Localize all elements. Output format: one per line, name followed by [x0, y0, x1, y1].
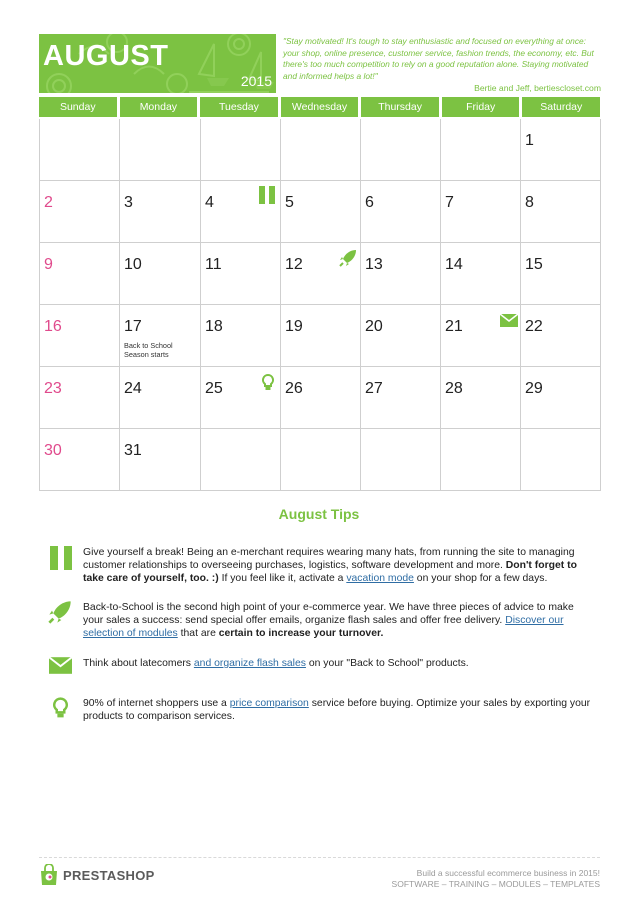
- pause-icon: [259, 186, 275, 209]
- calendar-day-15: [521, 243, 601, 305]
- day-number: 22: [525, 318, 543, 335]
- day-number: 2: [44, 194, 53, 211]
- month-title: AUGUST: [43, 40, 169, 72]
- logo-text: PRESTASHOP: [63, 867, 155, 883]
- calendar-day-14: [441, 243, 521, 305]
- calendar-day-29: [521, 367, 601, 429]
- rocket-icon: [48, 600, 72, 629]
- tip-bold-text: certain to increase your turnover.: [218, 628, 384, 639]
- tip-text: that are: [177, 628, 219, 639]
- day-number: 18: [205, 318, 223, 335]
- day-number: 8: [525, 194, 534, 211]
- day-number: 27: [365, 380, 383, 397]
- modules-selection-link[interactable]: Discover our selection of modules: [83, 615, 564, 639]
- calendar-empty-cell: [281, 429, 361, 491]
- envelope-icon: [49, 657, 72, 679]
- prestashop-logo: [39, 864, 155, 886]
- calendar-empty-cell: [361, 429, 441, 491]
- calendar-day-5: [281, 181, 361, 243]
- calendar-day-10: [120, 243, 201, 305]
- calendar-day-28: [441, 367, 521, 429]
- footer-divider: [39, 857, 600, 858]
- weekday-saturday: Saturday: [522, 97, 600, 117]
- calendar-day-23: [40, 367, 120, 429]
- envelope-icon: [500, 314, 518, 332]
- calendar-empty-cell: [281, 119, 361, 181]
- calendar-day-26: [281, 367, 361, 429]
- calendar-day-1: [521, 119, 601, 181]
- quote-author: Bertie and Jeff, bertiescloset.com: [474, 83, 601, 93]
- calendar-empty-cell: [40, 119, 120, 181]
- day-number: 25: [205, 380, 223, 397]
- calendar-day-8: [521, 181, 601, 243]
- day-number: 11: [205, 256, 222, 273]
- calendar-day-18: [201, 305, 281, 367]
- day-number: 9: [44, 256, 53, 273]
- weekday-friday: Friday: [442, 97, 520, 117]
- tip-text: Think about latecomers: [83, 658, 194, 669]
- day-number: 28: [445, 380, 463, 397]
- tip-text: Back-to-School is the second high point of your e-commerce year. We have three pieces of advice to make your sales a success: send special offer emails, organize flash sales and offer free delivery.: [83, 602, 574, 626]
- day-number: 6: [365, 194, 374, 211]
- day-number: 26: [285, 380, 303, 397]
- month-banner: [39, 34, 276, 93]
- day-number: 30: [44, 442, 62, 459]
- calendar-day-11: [201, 243, 281, 305]
- day-number: 1: [525, 132, 534, 149]
- day-number: 13: [365, 256, 383, 273]
- calendar-day-13: [361, 243, 441, 305]
- calendar-day-6: [361, 181, 441, 243]
- weekday-wednesday: Wednesday: [281, 97, 359, 117]
- day-number: 23: [44, 380, 62, 397]
- day-number: 14: [445, 256, 463, 273]
- calendar-empty-cell: [521, 429, 601, 491]
- calendar-day-27: [361, 367, 441, 429]
- calendar-empty-cell: [201, 429, 281, 491]
- calendar-day-20: [361, 305, 441, 367]
- calendar-empty-cell: [361, 119, 441, 181]
- tip-back-to-school: [83, 601, 593, 640]
- weekday-sunday: Sunday: [39, 97, 117, 117]
- day-number: 3: [124, 194, 133, 211]
- weekday-tuesday: Tuesday: [200, 97, 278, 117]
- day-number: 31: [124, 442, 142, 459]
- weekday-monday: Monday: [120, 97, 198, 117]
- day-number: 16: [44, 318, 62, 335]
- calendar-empty-cell: [201, 119, 281, 181]
- day-number: 10: [124, 256, 142, 273]
- price-comparison-link[interactable]: price comparison: [229, 698, 309, 709]
- calendar-day-17: [120, 305, 201, 367]
- calendar-day-19: [281, 305, 361, 367]
- footer-line-2: SOFTWARE – TRAINING – MODULES – TEMPLATES: [391, 879, 600, 889]
- vacation-mode-link[interactable]: vacation mode: [346, 573, 414, 584]
- day-number: 15: [525, 256, 543, 273]
- calendar-day-24: [120, 367, 201, 429]
- lightbulb-icon: [262, 374, 274, 396]
- day-number: 12: [285, 256, 303, 273]
- day-number: 17: [124, 318, 142, 335]
- pause-icon: [50, 546, 72, 575]
- calendar-day-22: [521, 305, 601, 367]
- calendar-empty-cell: [441, 429, 521, 491]
- day-number: 29: [525, 380, 543, 397]
- calendar-day-2: [40, 181, 120, 243]
- day-number: 21: [445, 318, 463, 335]
- day-number: 19: [285, 318, 303, 335]
- year-label: 2015: [240, 73, 272, 89]
- calendar-day-9: [40, 243, 120, 305]
- calendar-empty-cell: [120, 119, 201, 181]
- rocket-icon: [339, 249, 357, 272]
- calendar-day-7: [441, 181, 521, 243]
- tip-text: If you feel like it, activate a: [218, 573, 347, 584]
- weekday-header-row: [39, 97, 600, 117]
- tip-text: on your shop for a few days.: [413, 573, 548, 584]
- footer-line-1: Build a successful ecommerce business in 2015!: [416, 868, 600, 878]
- calendar-day-30: [40, 429, 120, 491]
- tip-text: service before buying. Optimize your sales by exporting your products to comparison services.: [83, 698, 591, 722]
- weekday-thursday: Thursday: [361, 97, 439, 117]
- calendar-day-31: [120, 429, 201, 491]
- tip-text: 90% of internet shoppers use a: [83, 698, 230, 709]
- tip-take-a-break: [83, 546, 593, 585]
- tip-latecomers: [83, 657, 593, 670]
- day-number: 4: [205, 194, 214, 211]
- header-quote: "Stay motivated! It's tough to stay enthusiastic and focused on everything at once: your shop, online presence, customer service, fashion trends, the economy, etc. But there's too much competition to rely on a good reputation alone. Staying motivated and informed helps a lot!": [283, 36, 594, 81]
- tip-bold-text: Don't forget to take care of yourself, too. :): [83, 560, 577, 584]
- day-number: 24: [124, 380, 142, 397]
- calendar-day-3: [120, 181, 201, 243]
- flash-sales-link[interactable]: and organize flash sales: [193, 658, 306, 669]
- calendar-empty-cell: [441, 119, 521, 181]
- day-number: 7: [445, 194, 454, 211]
- tips-title: August Tips: [278, 506, 360, 522]
- calendar-grid: [39, 119, 601, 491]
- day-number: 5: [285, 194, 294, 211]
- tip-price-comparison: [83, 697, 593, 723]
- lightbulb-icon: [53, 697, 68, 724]
- tip-text: on your "Back to School" products.: [305, 658, 469, 669]
- event-note: Back to School Season starts: [124, 341, 173, 359]
- day-number: 20: [365, 318, 383, 335]
- calendar-day-16: [40, 305, 120, 367]
- footer-tagline: [392, 868, 600, 890]
- prestashop-bag-icon: [39, 864, 59, 886]
- tip-text: Give yourself a break! Being an e-merchant requires wearing many hats, from running the site to managing customer relationships to overseeing purchases, logistics, software development and more.: [83, 547, 575, 571]
